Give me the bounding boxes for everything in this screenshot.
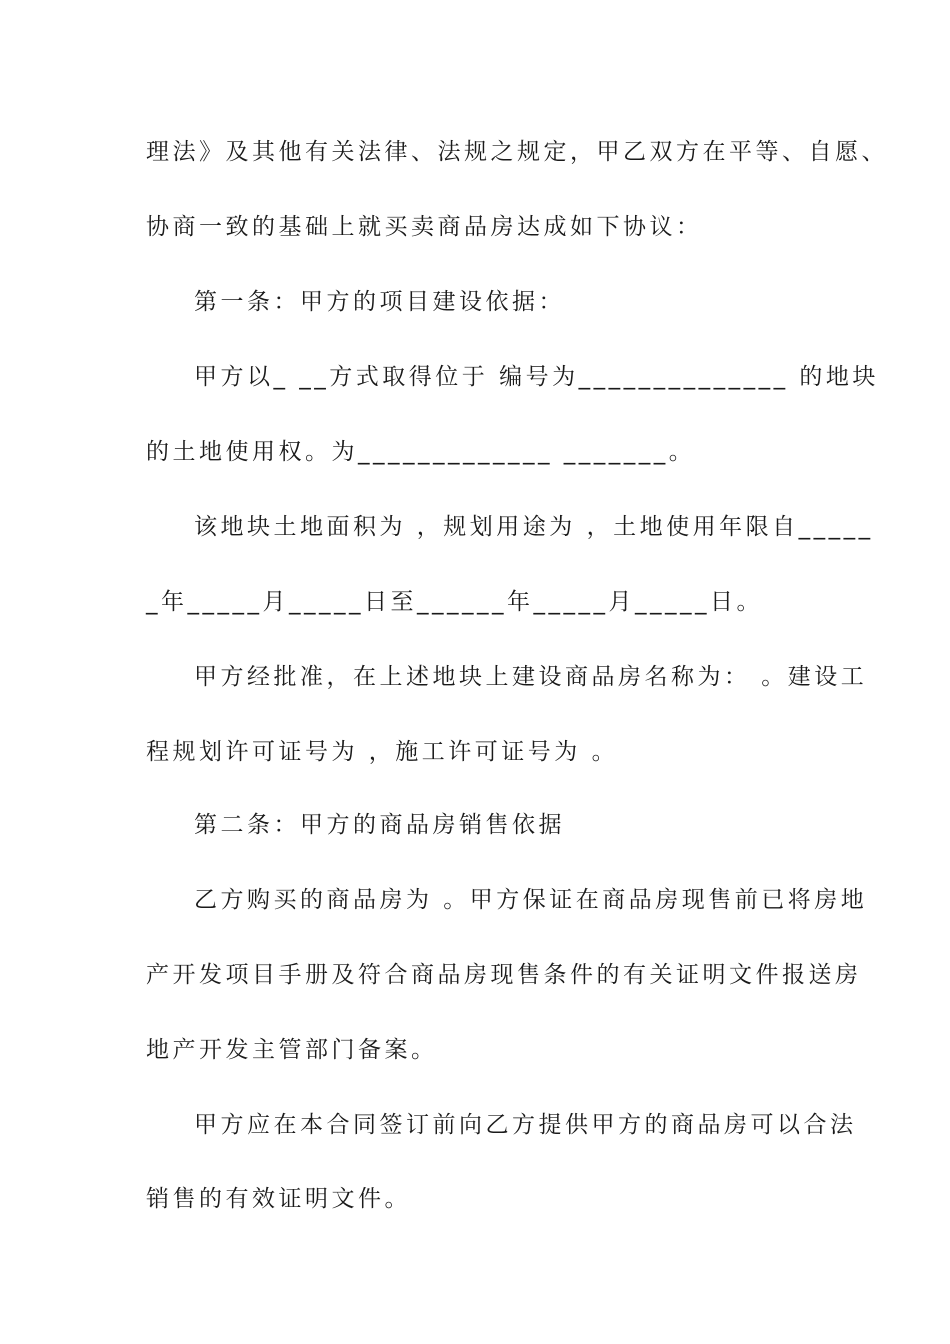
paragraph-line: 程规划许可证号为 ，施工许可证号为 。 bbox=[146, 739, 619, 765]
paragraph-line: 甲方应在本合同签订前向乙方提供甲方的商品房可以合法 bbox=[194, 1112, 857, 1138]
article-heading: 第一条：甲方的项目建设依据： bbox=[194, 289, 565, 315]
paragraph-line: 甲方经批准，在上述地块上建设商品房名称为： 。建设工 bbox=[194, 664, 868, 690]
paragraph-line: 甲方以_ __方式取得位于 编号为______________ 的地块 bbox=[194, 364, 879, 390]
paragraph-line: _年_____月_____日至______年_____月_____日。 bbox=[146, 589, 763, 615]
paragraph-line: 的土地使用权。为_____________ _______。 bbox=[146, 439, 696, 465]
article-heading: 第二条：甲方的商品房销售依据 bbox=[194, 812, 565, 838]
paragraph-line: 销售的有效证明文件。 bbox=[146, 1186, 411, 1212]
paragraph-line: 乙方购买的商品房为 。甲方保证在商品房现售前已将房地 bbox=[194, 887, 868, 913]
paragraph-line: 理法》及其他有关法律、法规之规定，甲乙双方在平等、自愿、 bbox=[146, 139, 888, 165]
paragraph-line: 该地块土地面积为 ，规划用途为 ，土地使用年限自_____ bbox=[194, 514, 874, 540]
paragraph-line: 地产开发主管部门备案。 bbox=[146, 1037, 438, 1063]
paragraph-line: 产开发项目手册及符合商品房现售条件的有关证明文件报送房 bbox=[146, 962, 862, 988]
paragraph-line: 协商一致的基础上就买卖商品房达成如下协议： bbox=[146, 214, 703, 240]
